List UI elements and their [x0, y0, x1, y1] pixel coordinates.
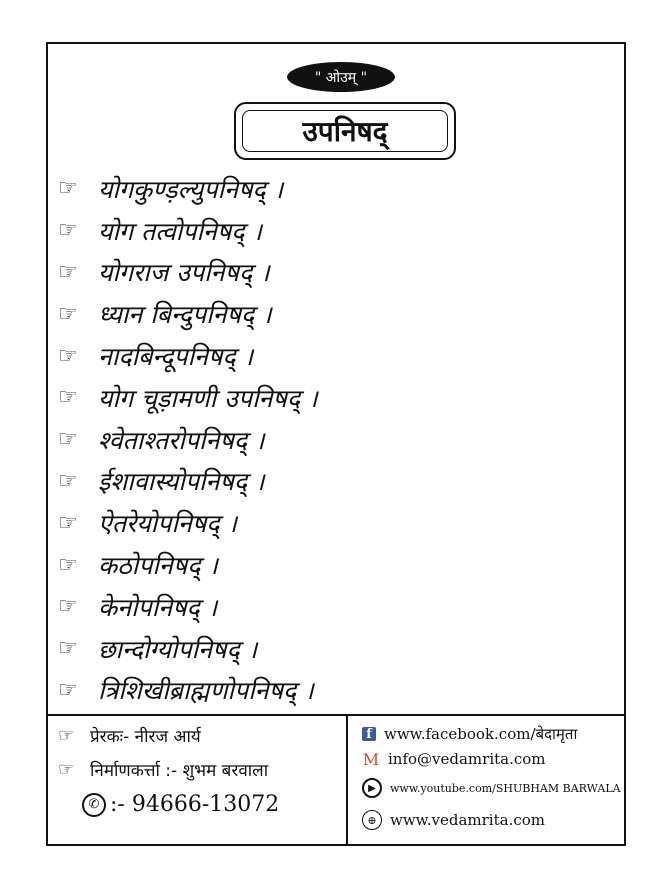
list-item: ☞ त्रिशिखीब्राह्मणोपनिषद् । [58, 676, 314, 706]
list-item: ☞ केनोपनिषद् । [58, 592, 218, 622]
list-item: ☞ नादबिन्दूपनिषद् । [58, 342, 254, 372]
page-title: उपनिषद् [242, 110, 448, 152]
footer-column-divider [346, 714, 348, 846]
pointing-hand-icon: ☞ [58, 510, 78, 536]
pointing-hand-icon: ☞ [58, 552, 78, 578]
pointing-hand-icon: ☞ [58, 759, 75, 780]
upanishad-list [58, 168, 618, 711]
list-item: ☞ योगकुण्ड़ल्युपनिषद् । [58, 174, 284, 204]
list-item: ☞ ऐतरेयोपनिषद् । [58, 509, 237, 539]
website-link[interactable]: ⊕ www.vedamrita.com [362, 810, 545, 830]
credit-prerak: ☞ प्रेरकः- नीरज आर्य [58, 725, 201, 747]
pointing-hand-icon: ☞ [58, 301, 78, 327]
email-link[interactable]: M info@vedamrita.com [362, 749, 546, 769]
om-badge: " ओउम् " [287, 62, 395, 92]
list-item: ☞ कठोपनिषद् । [58, 551, 218, 581]
pointing-hand-icon: ☞ [58, 725, 75, 746]
pointing-hand-icon: ☞ [58, 218, 78, 244]
pointing-hand-icon: ☞ [58, 259, 78, 285]
pointing-hand-icon: ☞ [58, 343, 78, 369]
pointing-hand-icon: ☞ [58, 677, 78, 703]
pointing-hand-icon: ☞ [58, 594, 78, 620]
whatsapp-icon: ✆ [82, 793, 106, 817]
phone-number[interactable]: ✆ :- 94666-13072 [82, 792, 279, 817]
pointing-hand-icon: ☞ [58, 176, 78, 202]
globe-icon: ⊕ [362, 810, 382, 830]
footer-divider [46, 714, 626, 716]
facebook-icon: f [362, 727, 376, 741]
pointing-hand-icon: ☞ [58, 385, 78, 411]
list-item: ☞ योग तत्वोपनिषद् । [58, 216, 262, 246]
pointing-hand-icon: ☞ [58, 468, 78, 494]
youtube-link[interactable]: ▶ www.youtube.com/SHUBHAM BARWALA [362, 778, 621, 798]
gmail-icon: M [362, 749, 380, 769]
list-item: ☞ योग चूड़ामणी उपनिषद् । [58, 383, 318, 413]
list-item: ☞ छान्दोग्योपनिषद् । [58, 634, 258, 664]
pointing-hand-icon: ☞ [58, 427, 78, 453]
youtube-icon: ▶ [362, 778, 382, 798]
pointing-hand-icon: ☞ [58, 636, 78, 662]
list-item: ☞ ईशावास्योपनिषद् । [58, 467, 265, 497]
credit-nirman: ☞ निर्माणकर्त्ता :- शुभम बरवाला [58, 759, 269, 781]
facebook-link[interactable]: f www.facebook.com/बेदामृता [362, 724, 577, 744]
list-item: ☞ योगराज उपनिषद् । [58, 258, 270, 288]
title-box [234, 102, 456, 160]
list-item: ☞ ध्यान बिन्दुपनिषद् । [58, 300, 272, 330]
list-item: ☞ श्वेताश्तरोपनिषद् । [58, 425, 265, 455]
